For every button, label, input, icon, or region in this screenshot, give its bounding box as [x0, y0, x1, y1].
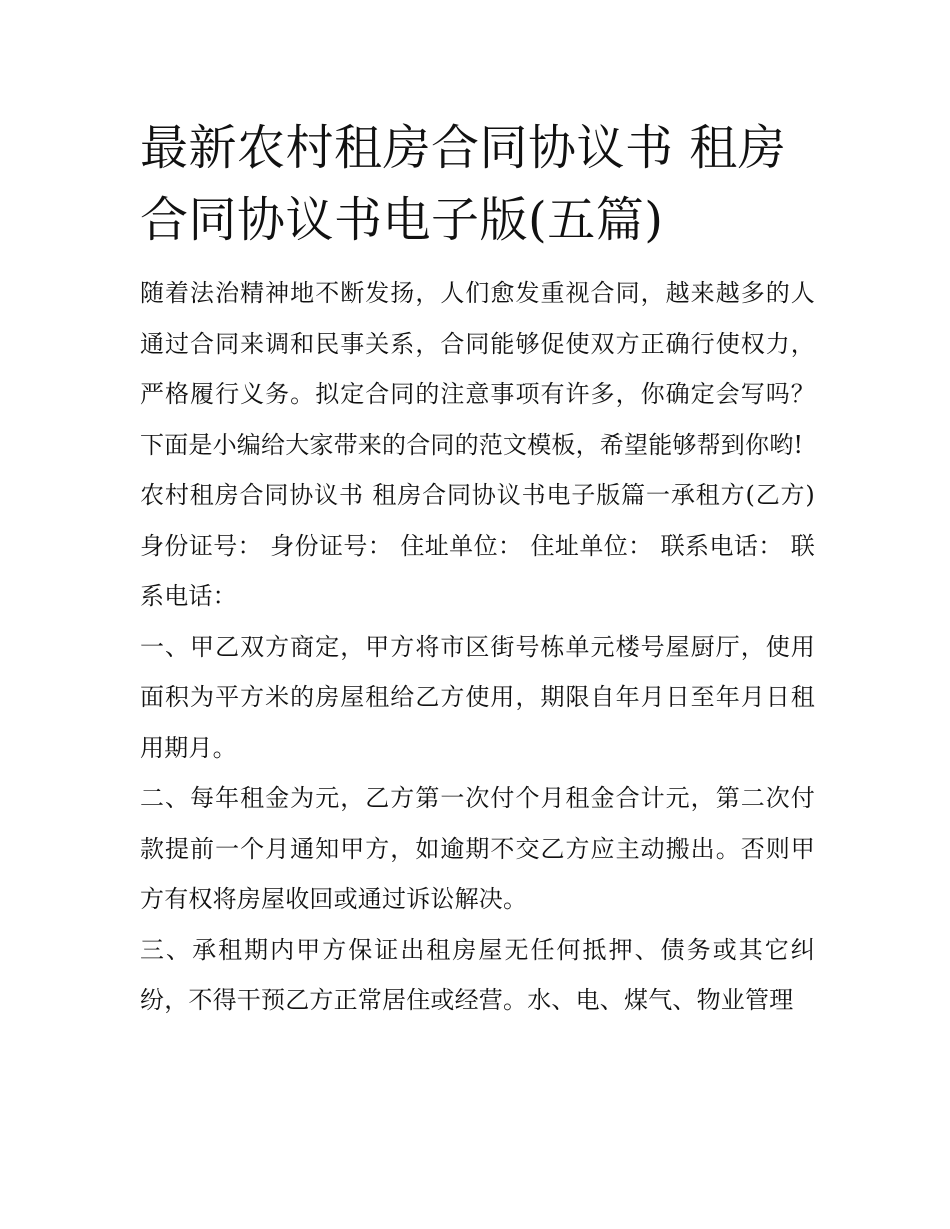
contract-header-paragraph: 农村租房合同协议书 租房合同协议书电子版篇一承租方(乙方) 身份证号： 身份证号： 住址单位： 住址单位： 联系电话： 联系电话： [140, 481, 815, 610]
document-page [140, 112, 815, 1026]
intro-paragraph: 随着法治精神地不断发扬，人们愈发重视合同，越来越多的人通过合同来调和民事关系，合同能够促使双方正确行使权力，严格履行义务。拟定合同的注意事项有许多，你确定会写吗？下面是小编给大家带来的合同的范文模板，希望能够帮到你哟! [140, 279, 815, 459]
clause-1-paragraph: 一、甲乙双方商定，甲方将市区街号栋单元楼号屋厨厅，使用面积为平方米的房屋租给乙方使用，期限自年月日至年月日租用期月。 [140, 632, 815, 762]
clause-2-paragraph: 二、每年租金为元，乙方第一次付个月租金合计元，第二次付款提前一个月通知甲方，如逾期不交乙方应主动搬出。否则甲方有权将房屋收回或通过诉讼解决。 [140, 784, 815, 913]
document-title: 最新农村租房合同协议书 租房合同协议书电子版(五篇) [140, 120, 787, 248]
clause-3-paragraph: 三、承租期内甲方保证出租房屋无任何抵押、债务或其它纠纷，不得干预乙方正常居住或经营。水、电、煤气、物业管理 [140, 935, 815, 1014]
document-body [140, 268, 815, 1026]
